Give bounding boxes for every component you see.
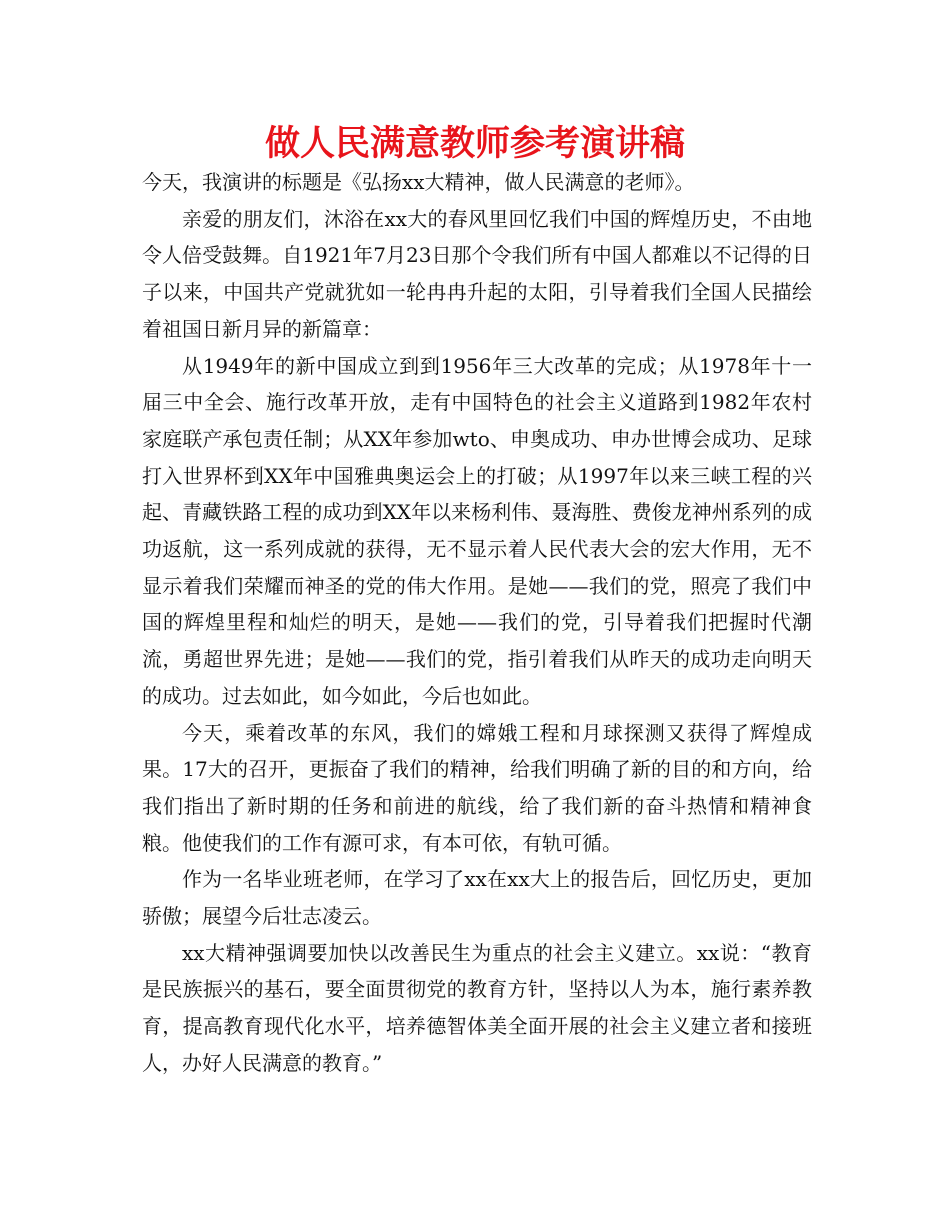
paragraph-reform: 今天，乘着改革的东风，我们的嫦娥工程和月球探测又获得了辉煌成果。17大的召开，更振奋了我们的精神，给我们明确了新的目的和方向，给我们指出了新时期的任务和前进的航线，给了我们新的奋斗热情和精神食粮。他使我们的工作有源可求，有本可依，有轨可循。 bbox=[142, 720, 812, 855]
document-title: 做人民满意教师参考演讲稿 bbox=[264, 124, 685, 164]
document-body bbox=[142, 164, 812, 1082]
paragraph-history: 从1949年的新中国成立到到1956年三大改革的完成；从1978年十一届三中全会、施行改革开放，走有中国特色的社会主义道路到1982年农村家庭联产承包责任制；从XX年参加wto、申奥成功、申办世博会成功、足球打入世界杯到XX年中国雅典奥运会上的打破；从1997年以来三峡工程的兴起、青藏铁路工程的成功到XX年以来杨利伟、聂海胜、费俊龙神州系列的成功返航，这一系列成就的获得，无不显示着人民代表大会的宏大作用，无不显示着我们荣耀而神圣的党的伟大作用。是她——我们的党，照亮了我们中国的辉煌里程和灿烂的明天，是她——我们的党，引导着我们把握时代潮流，勇超世界先进；是她——我们的党，指引着我们从昨天的成功走向明天的成功。过去如此，如今如此，今后也如此。 bbox=[142, 353, 812, 708]
paragraph-teacher: 作为一名毕业班老师，在学习了xx在xx大上的报告后，回忆历史，更加骄傲；展望今后壮志凌云。 bbox=[142, 867, 812, 929]
paragraph-greeting: 亲爱的朋友们，沐浴在xx大的春风里回忆我们中国的辉煌历史，不由地令人倍受鼓舞。自1921年7月23日那个令我们所有中国人都难以不记得的日子以来，中国共产党就犹如一轮冉冉升起的太阳，引导着我们全国人民描绘着祖国日新月异的新篇章： bbox=[142, 206, 812, 341]
paragraph-intro: 今天，我演讲的标题是《弘扬xx大精神，做人民满意的老师》。 bbox=[142, 170, 695, 194]
paragraph-education: xx大精神强调要加快以改善民生为重点的社会主义建立。xx说：“教育是民族振兴的基石，要全面贯彻党的教育方针，坚持以人为本，施行素养教育，提高教育现代化水平，培养德智体美全面开展的社会主义建立者和接班人，办好人民满意的教育。” bbox=[142, 940, 812, 1075]
